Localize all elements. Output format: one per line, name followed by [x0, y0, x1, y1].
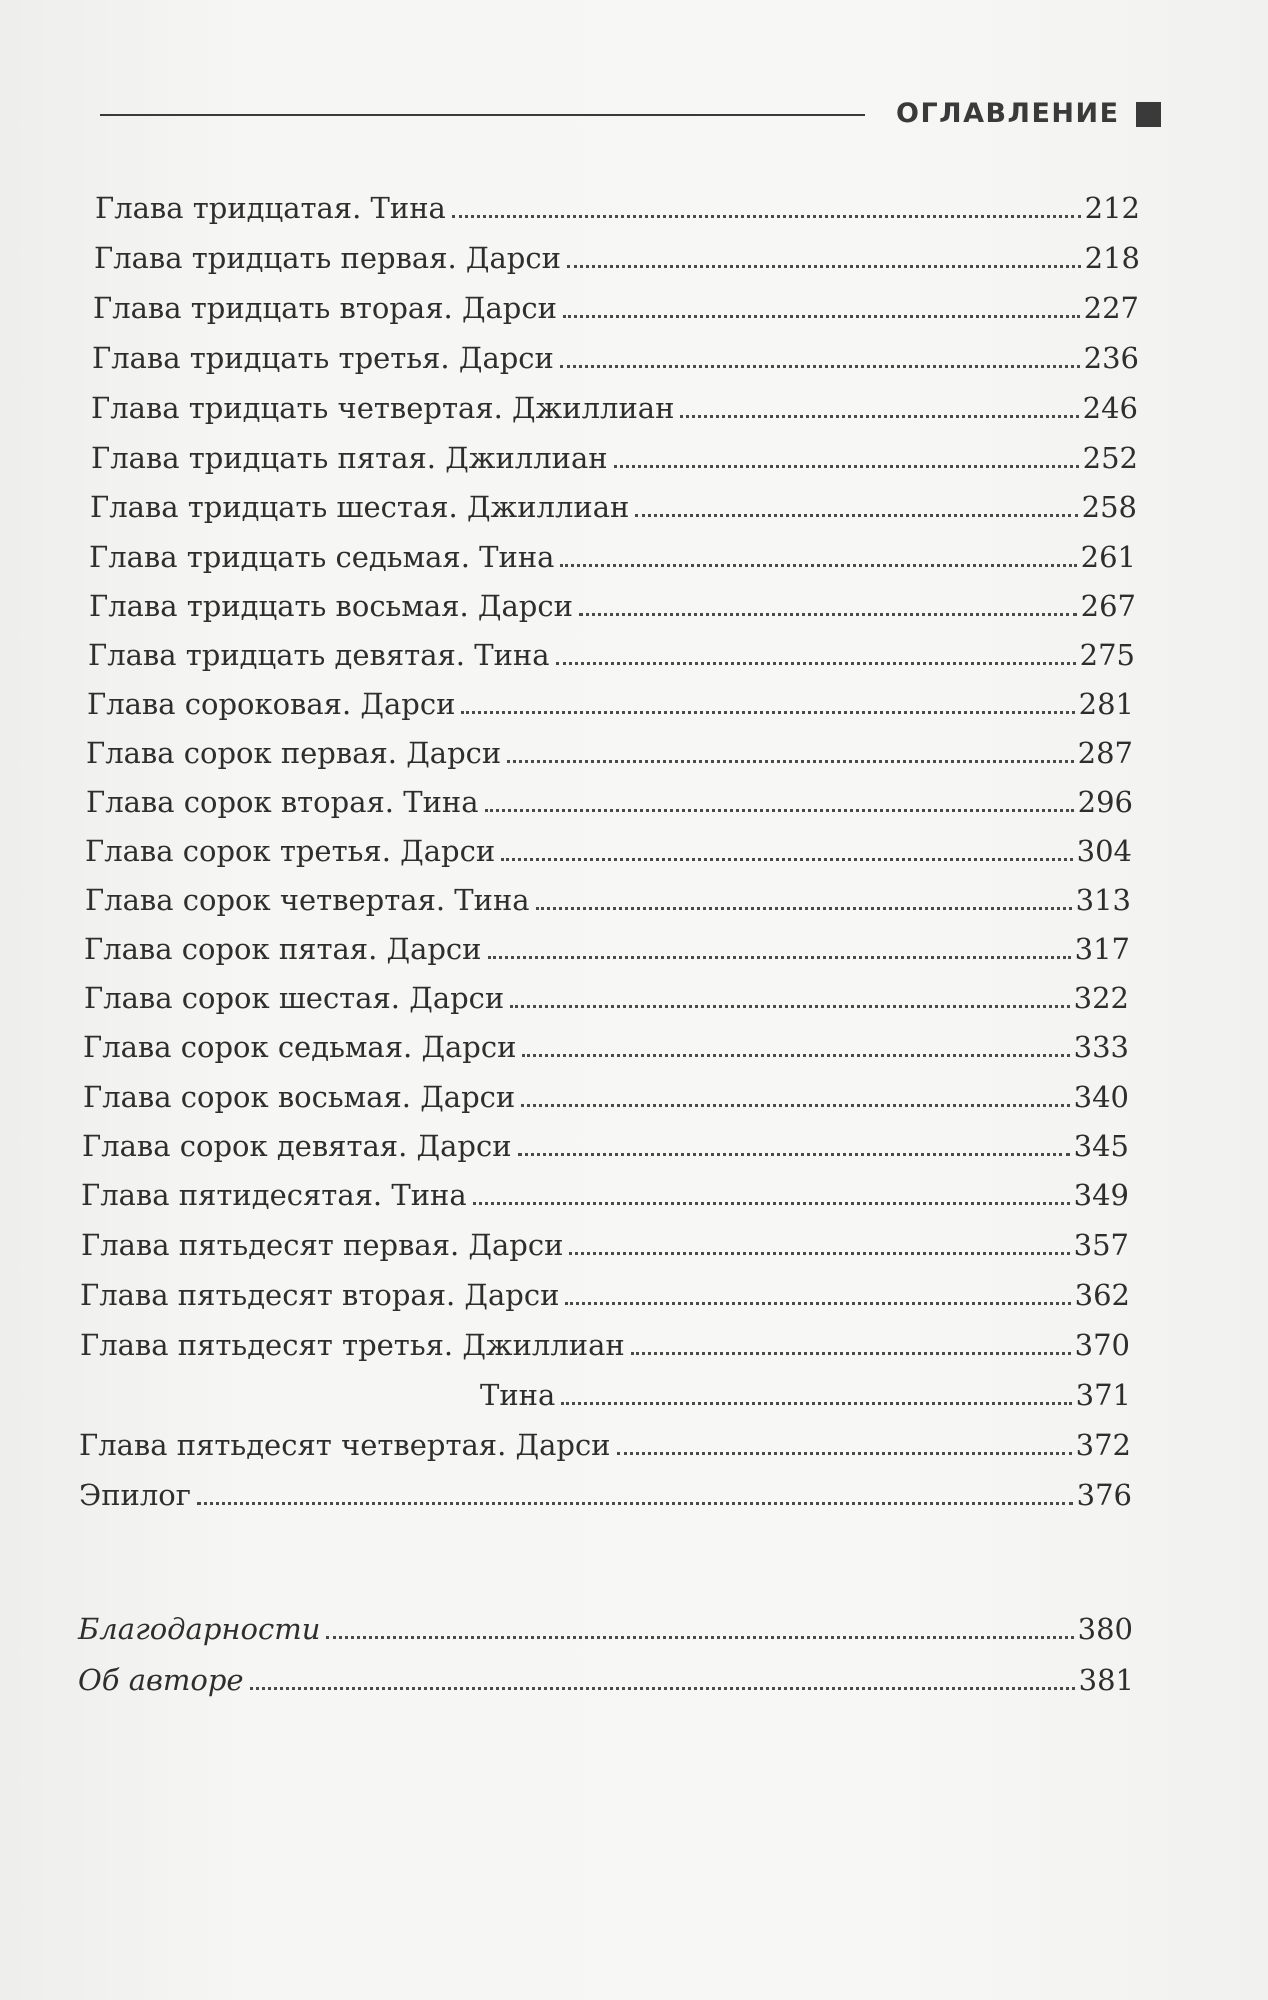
toc-entry-title: Глава пятьдесят первая. Дарси: [81, 1228, 564, 1262]
toc-entry-title: Глава пятьдесят вторая. Дарси: [80, 1278, 560, 1312]
toc-entry: [95, 187, 1140, 227]
toc-entry-title: Глава пятидесятая. Тина: [81, 1178, 467, 1212]
toc-entry-page: 381: [1078, 1663, 1134, 1697]
toc-leader-dots: [518, 1153, 1070, 1156]
toc-entry: [83, 1026, 1129, 1066]
toc-leader-dots: [197, 1502, 1073, 1505]
toc-entry-title: Глава сорок пятая. Дарси: [84, 932, 482, 966]
toc-entry: [84, 928, 1130, 968]
toc-entry-page: 258: [1081, 490, 1137, 524]
toc-entry-title: Глава сорок вторая. Тина: [86, 785, 479, 819]
toc-entry: [86, 781, 1133, 821]
toc-entry-page: 227: [1083, 291, 1139, 325]
toc-leader-dots: [614, 465, 1079, 468]
toc-entry-title: Тина: [480, 1378, 556, 1412]
toc-entry-title: Об авторе: [78, 1663, 244, 1697]
toc-entry-page: 380: [1077, 1612, 1133, 1646]
toc-entry-title: Глава сорок восьмая. Дарси: [83, 1080, 516, 1114]
toc-entry-title: Глава тридцать девятая. Тина: [88, 638, 550, 672]
toc-entry-title: Глава сорок первая. Дарси: [86, 736, 502, 770]
toc-entry: [88, 634, 1135, 674]
toc-leader-dots: [488, 956, 1071, 959]
toc-entry: [82, 1125, 1129, 1165]
toc-entry-page: 252: [1082, 441, 1138, 475]
toc-entry: [79, 1474, 1132, 1514]
toc-entry-page: 370: [1074, 1328, 1130, 1362]
toc-entry-title: Глава тридцать третья. Дарси: [92, 341, 554, 375]
toc-entry-title: Глава сорок седьмая. Дарси: [83, 1030, 517, 1064]
toc-leader-dots: [617, 1452, 1072, 1455]
header-title: ОГЛАВЛЕНИЕ: [896, 98, 1120, 129]
toc-leader-dots: [556, 662, 1076, 665]
toc-entry-page: 317: [1074, 932, 1130, 966]
toc-entry: [84, 977, 1129, 1017]
toc-leader-dots: [567, 265, 1081, 268]
toc-entry: [79, 1424, 1131, 1464]
toc-entry: [85, 879, 1131, 919]
toc-entry: [80, 1274, 1130, 1314]
toc-entry-title: Глава тридцать четвертая. Джиллиан: [91, 391, 675, 425]
toc-entry: [89, 585, 1136, 625]
toc-leader-dots: [250, 1687, 1075, 1690]
toc-entry-page: 349: [1073, 1178, 1129, 1212]
toc-entry-page: 287: [1077, 736, 1133, 770]
toc-leader-dots: [473, 1202, 1070, 1205]
toc-entry-title: Глава сорок третья. Дарси: [85, 834, 496, 868]
toc-leader-dots: [560, 365, 1080, 368]
toc-entry-page: 267: [1080, 589, 1136, 623]
toc-entry-title: Глава тридцать пятая. Джиллиан: [91, 441, 608, 475]
toc-leader-dots: [452, 215, 1081, 218]
toc-entry-title: Глава сороковая. Дарси: [87, 687, 456, 721]
toc-entry: [89, 536, 1136, 576]
toc-leader-dots: [485, 809, 1074, 812]
toc-entry-page: 376: [1076, 1478, 1132, 1512]
toc-leader-dots: [507, 760, 1073, 763]
toc-entry-page: 322: [1073, 981, 1129, 1015]
toc-entry: [93, 287, 1139, 327]
toc-entry-title: Глава сорок четвертая. Тина: [85, 883, 530, 917]
toc-entry-title: Глава тридцать восьмая. Дарси: [89, 589, 573, 623]
toc-entry-page: 372: [1075, 1428, 1131, 1462]
toc-entry: [94, 237, 1140, 277]
toc-entry: [78, 1659, 1134, 1699]
toc-leader-dots: [522, 1054, 1069, 1057]
toc-leader-dots: [326, 1636, 1073, 1639]
toc-entry-page: 236: [1083, 341, 1139, 375]
toc-entry-title: Глава сорок девятая. Дарси: [82, 1129, 512, 1163]
toc-entry-title: Глава тридцать шестая. Джиллиан: [90, 490, 630, 524]
toc-entry: [91, 387, 1138, 427]
toc-entry: [81, 1224, 1129, 1264]
toc-entry-title: Глава тридцать первая. Дарси: [94, 241, 561, 275]
toc-entry: [90, 486, 1137, 526]
toc-entry-title: Глава сорок шестая. Дарси: [84, 981, 505, 1015]
toc-entry-title: Глава пятьдесят четвертая. Дарси: [79, 1428, 611, 1462]
toc-entry-title: Глава тридцатая. Тина: [95, 191, 446, 225]
toc-entry-page: 246: [1082, 391, 1138, 425]
toc-leader-dots: [565, 1302, 1070, 1305]
toc-entry-page: 340: [1073, 1080, 1129, 1114]
toc-entry-title: Благодарности: [78, 1612, 321, 1646]
toc-entry: [86, 732, 1133, 772]
toc-entry-title: Глава тридцать вторая. Дарси: [93, 291, 557, 325]
toc-entry: [80, 1374, 1131, 1414]
toc-leader-dots: [635, 514, 1077, 517]
toc-leader-dots: [501, 858, 1072, 861]
toc-entry-title: Глава пятьдесят третья. Джиллиан: [80, 1328, 625, 1362]
toc-leader-dots: [561, 1402, 1071, 1405]
toc-leader-dots: [461, 711, 1074, 714]
toc-entry: [87, 683, 1134, 723]
toc-entry: [80, 1324, 1130, 1364]
toc-entry: [81, 1174, 1129, 1214]
toc-leader-dots: [569, 1252, 1069, 1255]
toc-entry-page: 371: [1075, 1378, 1131, 1412]
toc-entry-page: 362: [1074, 1278, 1130, 1312]
toc-entry: [91, 437, 1138, 477]
toc-leader-dots: [536, 907, 1072, 910]
toc-leader-dots: [579, 613, 1077, 616]
toc-entry: [83, 1076, 1129, 1116]
toc-entry-page: 333: [1073, 1030, 1129, 1064]
toc-entry-page: 304: [1076, 834, 1132, 868]
toc-entry-page: 261: [1080, 540, 1136, 574]
toc-leader-dots: [631, 1352, 1071, 1355]
toc-entry: [92, 337, 1139, 377]
toc-leader-dots: [560, 564, 1076, 567]
toc-entry-page: 281: [1078, 687, 1134, 721]
toc-entry-page: 275: [1079, 638, 1135, 672]
toc-entry-page: 313: [1075, 883, 1131, 917]
toc-entry: [85, 830, 1132, 870]
toc-leader-dots: [510, 1005, 1069, 1008]
toc-entry: [78, 1608, 1133, 1648]
toc-entry-page: 296: [1077, 785, 1133, 819]
toc-leader-dots: [563, 315, 1080, 318]
toc-entry-page: 357: [1073, 1228, 1129, 1262]
toc-leader-dots: [680, 415, 1078, 418]
toc-entry-title: Глава тридцать седьмая. Тина: [89, 540, 555, 574]
toc-entry-title: Эпилог: [79, 1478, 191, 1512]
toc-entry-page: 212: [1084, 191, 1140, 225]
toc-entry-page: 345: [1073, 1129, 1129, 1163]
toc-leader-dots: [521, 1104, 1069, 1107]
toc-entry-page: 218: [1084, 241, 1140, 275]
